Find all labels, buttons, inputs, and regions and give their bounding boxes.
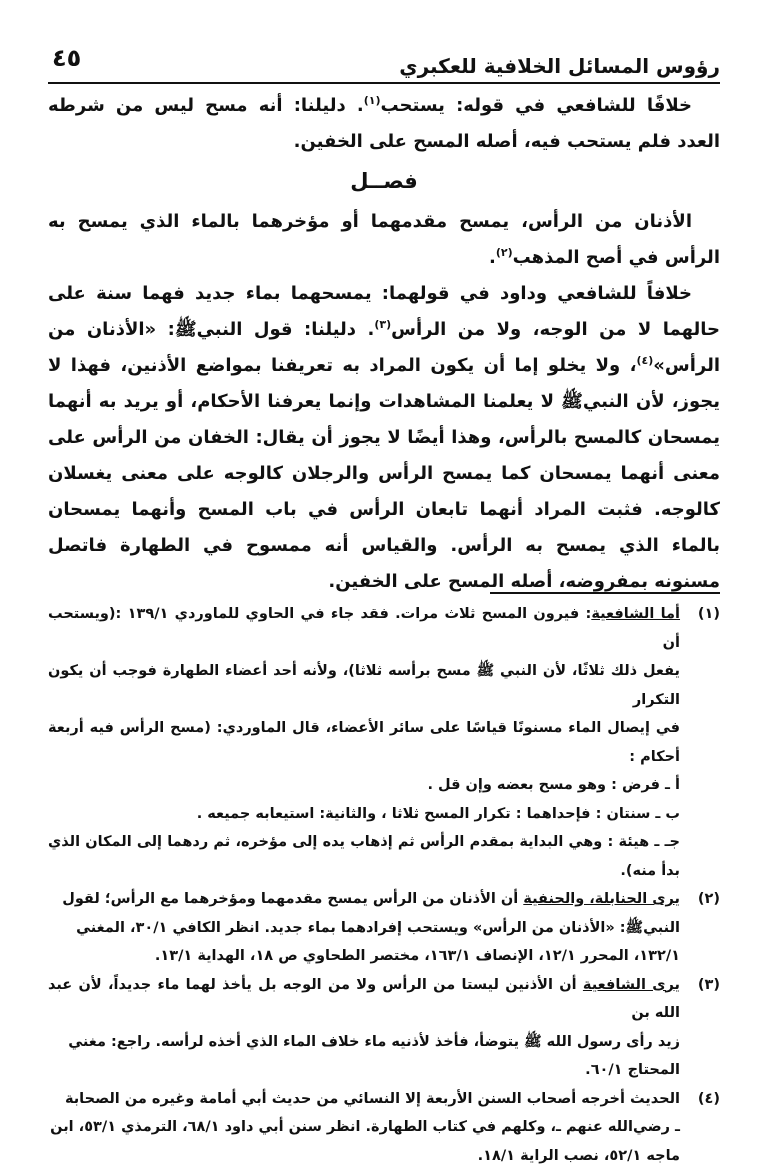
p3-text-c: ، ولا يخلو إما أن يكون المراد به تعريفنا بمواضع الأذنين، فهذا لا يجوز، لأن النبيﷺ لا يعلمنا المشاهدات وإنما يعرفنا الأحكام، أو يريد به أنهما يمسحان كالمسح بالرأس، وهذا أيضًا لا يجوز أن يقال: الخفان من الرأس على معنى أنهما يمسحان كما يمسح الرأس والرجلان كالوجه على معنى يغسلان كالوجه. فثبت المراد أنهما تابعان الرأس في باب المسح وأنهما يمسحان بالماء الذي يمسح به الرأس. والقياس أنه ممسوح في الطهارة فاتصل مسنونه بمفروضه، أصله المسح على الخفين. [48,355,720,592]
footnote-2 [48,885,720,971]
footnote-line: النبيﷺ: «الأذنان من الرأس» ويستحب إفرادهما بماء جديد. انظر الكافي ٣٠/١، المغني [48,914,680,943]
footnote-line [48,600,680,657]
footnote-line: في إيصال الماء مسنونًا قياسًا على سائر الأعضاء، قال الماوردي: (مسح الرأس فيه أربعة أحكام : [48,714,680,771]
footnote-text: : فيرون المسح ثلاث مرات. فقد جاء في الحاوي للماوردي ١٣٩/١ :(ويستحب أن [48,606,680,651]
header-rule [48,82,720,84]
footnote-line: أ ـ فرض : وهو مسح بعضه وإن قل . [48,771,680,800]
footnote-lead: يرى الشافعية [583,977,680,993]
paragraph-3 [48,276,720,600]
footnote-text: أن الأذنين ليستا من الرأس ولا من الوجه بل يأخذ لهما ماء جديداً، لأن عبد الله بن [48,977,680,1022]
footnote-line [48,885,680,914]
footnote-line: جـ ـ هيئة : وهي البداية بمقدم الرأس ثم إذهاب يده إلى مؤخره، ثم ردهما إلى المكان الذي بدأ منه). [48,828,680,885]
footnote-1 [48,600,720,885]
p1-text-a: خلافًا للشافعي في قوله: يستحب [380,95,692,116]
footnote-line: الحديث أخرجه أصحاب السنن الأربعة إلا النسائي من حديث أبي أمامة وغيره من الصحابة [48,1085,680,1114]
p3-text-b: . دليلنا: قول النبيﷺ: «الأذنان من الرأس» [48,319,720,376]
main-text [48,88,720,600]
footnote-line: ١٣٢/١، المحرر ١٢/١، الإنصاف ١٦٣/١، مختصر الطحاوي ص ١٨، الهداية ١٣/١. [48,942,680,971]
footnote-ref-2[interactable]: (٢) [496,246,513,259]
footnote-number: (٤) [698,1085,720,1114]
footnote-ref-1[interactable]: (١) [364,94,381,107]
footnote-number: (٢) [698,885,720,914]
footnote-lead: يرى الحنابلة، والحنفية [523,891,680,907]
running-head [48,40,720,76]
footnote-line: ب ـ سنتان : فإحداهما : تكرار المسح ثلاثا ، والثانية: استيعابه جميعه . [48,800,680,829]
footnote-ref-3[interactable]: (٣) [374,318,391,331]
p3-text-a: خلافاً للشافعي وداود في قولهما: يمسحهما بماء جديد فهما سنة على حالهما لا من الوجه، ولا من الرأس [48,283,720,340]
footnote-line [48,971,680,1028]
footnote-ref-4[interactable]: (٤) [636,354,653,367]
footnote-4 [48,1085,720,1170]
footnote-number: (٣) [698,971,720,1000]
footnote-line: زيد رأى رسول الله ﷺ يتوضأ، فأخذ لأذنيه ماء خلاف الماء الذي أخذه لرأسه. راجع: مغني [48,1028,680,1057]
footnote-line: ـ رضي‌الله عنهم ـ، وكلهم في كتاب الطهارة. انظر سنن أبي داود ٦٨/١، الترمذي ٥٣/١، ابن [48,1113,680,1142]
p2-text-a: الأذنان من الرأس، يمسح مقدمهما أو مؤخرهما بالماء الذي يمسح به الرأس في أصح المذهب [48,211,720,268]
footnote-text: أن الأذنان من الرأس يمسح مقدمهما ومؤخرهما مع الرأس؛ لقول [62,891,523,907]
footnote-line: يفعل ذلك ثلاثًا، لأن النبي ﷺ مسح برأسه ثلاثا)، ولأنه أحد أعضاء الطهارة فوجب أن يكون التكرار [48,657,680,714]
footnote-separator [490,592,720,594]
p2-text-b: . [489,247,496,268]
p1-text-b: . دليلنا: أنه مسح ليس من شرطه العدد فلم يستحب فيه، أصله المسح على الخفين. [48,95,720,152]
footnote-line: ماجه ٥٢/١، نصب الراية ١٨/١. [48,1142,680,1170]
footnote-lead: أما الشافعية [591,606,680,622]
book-page [48,0,720,1100]
page-number: ٤٥ [52,44,81,72]
footnote-3 [48,971,720,1085]
footnotes [48,600,720,1170]
footnote-number: (١) [698,600,720,629]
section-heading: فصــل [48,162,720,200]
footnote-line: المحتاج ٦٠/١. [48,1056,680,1085]
paragraph-2 [48,204,720,276]
paragraph-1 [48,88,720,160]
running-title: رؤوس المسائل الخلافية للعكبري [399,54,720,78]
